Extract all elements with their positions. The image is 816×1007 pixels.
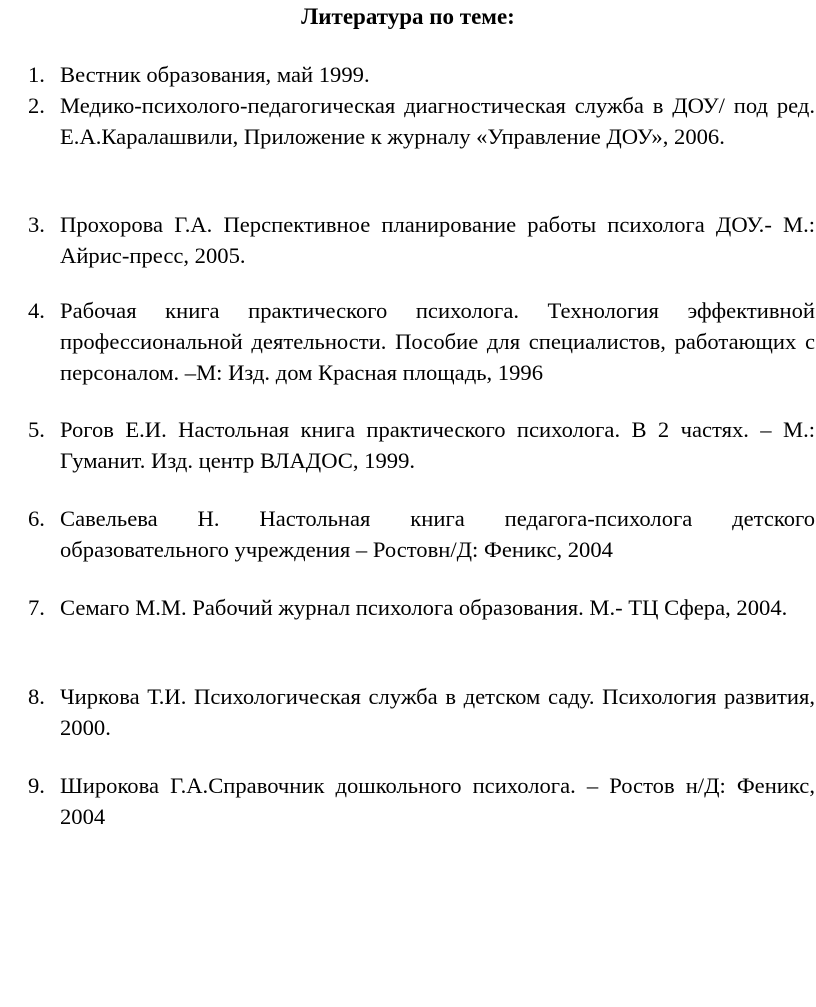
reference-text: Чиркова Т.И. Психологическая служба в детском саду. Психология развития, 2000. xyxy=(60,684,815,740)
reference-item xyxy=(28,295,815,388)
reference-number: 5. xyxy=(28,417,45,442)
reference-number: 2. xyxy=(28,93,45,118)
reference-item xyxy=(28,681,815,743)
reference-item xyxy=(28,592,815,623)
reference-item xyxy=(28,59,815,90)
reference-text: Прохорова Г.А. Перспективное планирование работы психолога ДОУ.- М.: Айрис-пресс, 2005. xyxy=(60,212,815,268)
reference-item xyxy=(28,90,815,152)
reference-item xyxy=(28,503,815,565)
reference-text: Вестник образования, май 1999. xyxy=(60,62,370,87)
reference-item xyxy=(28,414,815,476)
reference-number: 8. xyxy=(28,684,45,709)
reference-text: Савельева Н. Настольная книга педагога-психолога детского образовательного учреждения – Ростовн/Д: Феникс, 2004 xyxy=(60,506,815,562)
reference-text: Семаго М.М. Рабочий журнал психолога образования. М.- ТЦ Сфера, 2004. xyxy=(60,595,788,620)
reference-number: 7. xyxy=(28,595,45,620)
reference-item xyxy=(28,770,815,832)
reference-number: 3. xyxy=(28,212,45,237)
reference-text: Широкова Г.А.Справочник дошкольного психолога. – Ростов н/Д: Феникс, 2004 xyxy=(60,773,815,829)
reference-number: 6. xyxy=(28,506,45,531)
reference-number: 4. xyxy=(28,298,45,323)
reference-item xyxy=(28,209,815,271)
reference-text: Рогов Е.И. Настольная книга практического психолога. В 2 частях. – М.: Гуманит. Изд. центр ВЛАДОС, 1999. xyxy=(60,417,815,473)
reference-text: Медико-психолого-педагогическая диагностическая служба в ДОУ/ под ред. Е.А.Каралашвили, Приложение к журналу «Управление ДОУ», 2006. xyxy=(60,93,815,149)
reference-number: 9. xyxy=(28,773,45,798)
reference-number: 1. xyxy=(28,62,45,87)
reference-text: Рабочая книга практического психолога. Технология эффективной профессиональной деятельности. Пособие для специалистов, работающих с персоналом. –М: Изд. дом Красная площадь, 1996 xyxy=(60,298,815,385)
page-title: Литература по теме: xyxy=(301,4,515,29)
